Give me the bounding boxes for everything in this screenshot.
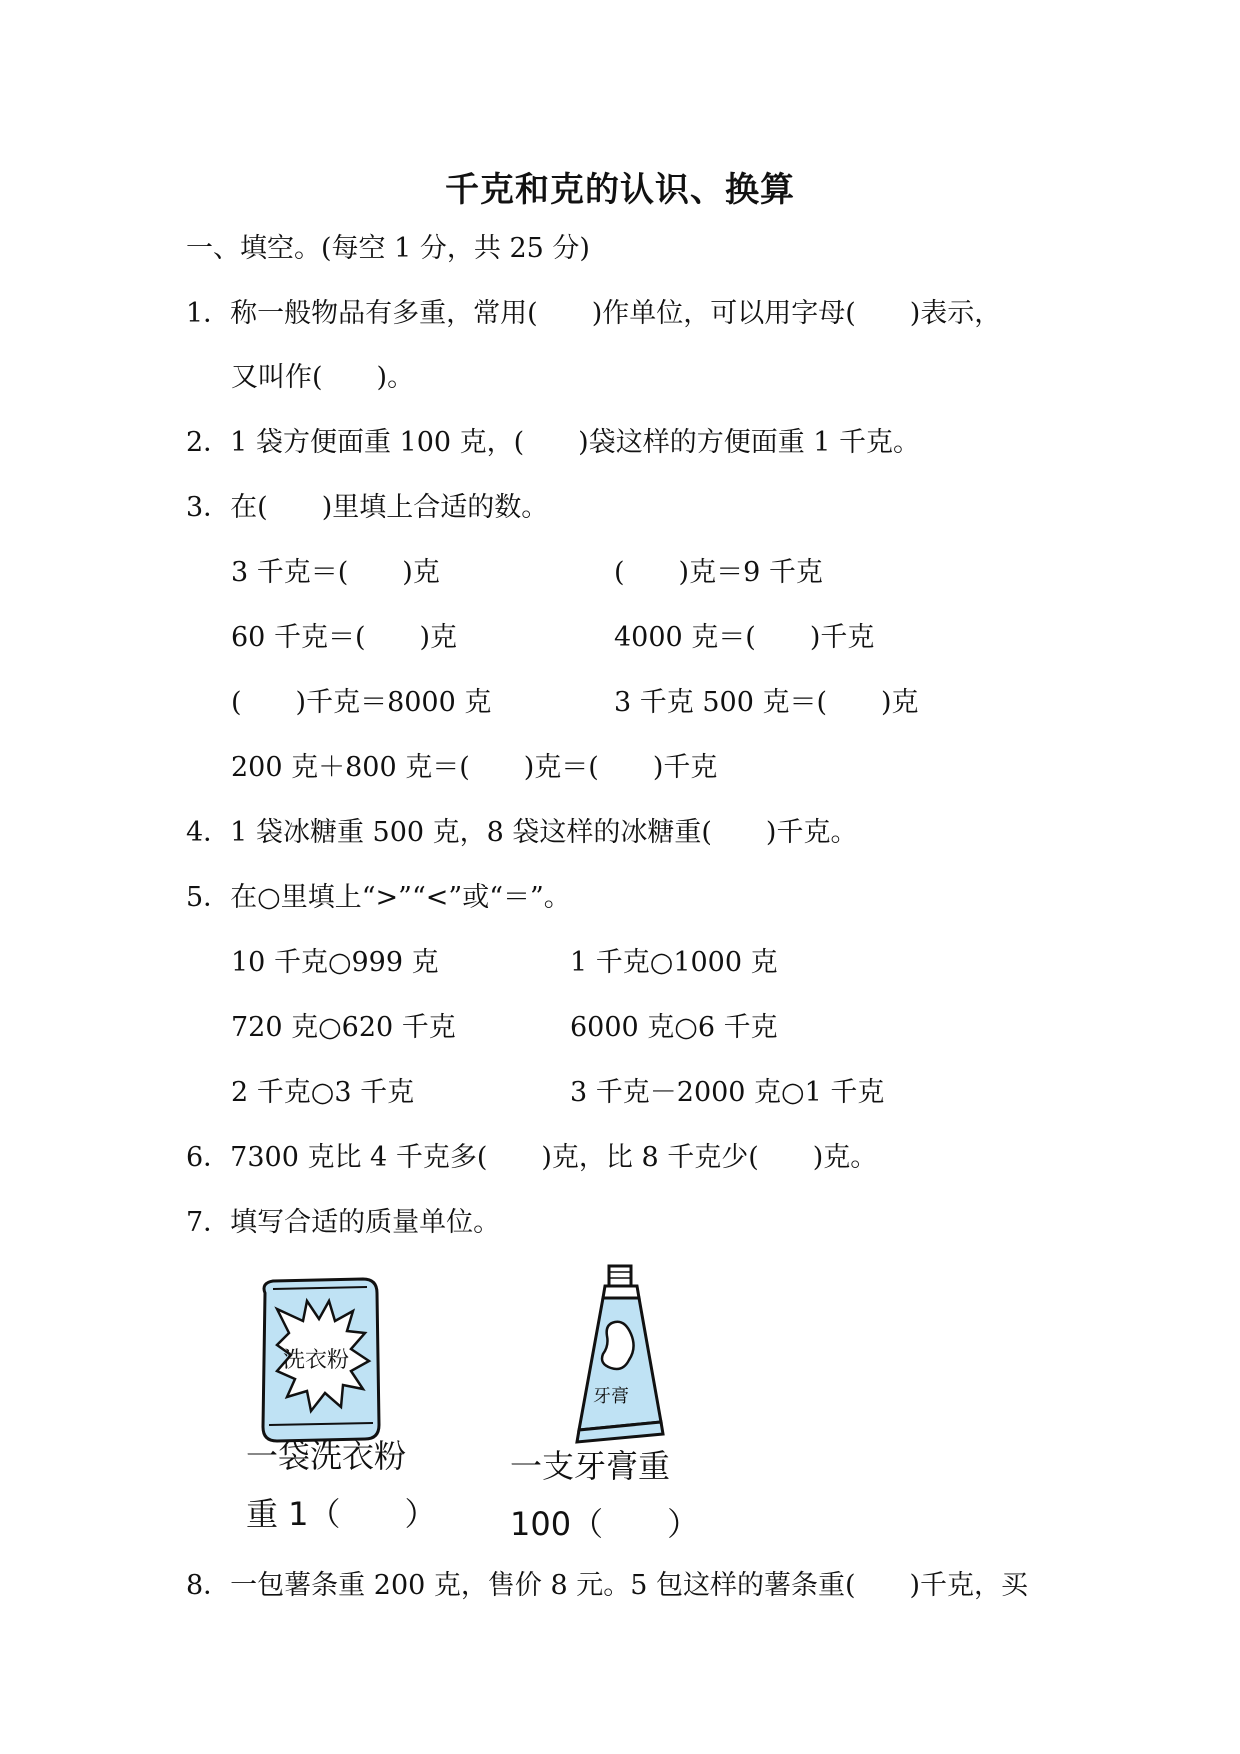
page-title: 千克和克的认识、换算	[445, 170, 795, 210]
detergent-bag-icon	[255, 1275, 385, 1445]
q3-row3-left: ( )千克＝8000 克	[231, 687, 492, 718]
question-1-line-2: 又叫作( )。	[231, 362, 415, 393]
q5-row1-left: 10 千克○999 克	[231, 947, 439, 978]
detergent-pack-text: 洗衣粉	[283, 1348, 350, 1373]
question-6: 6．7300 克比 4 千克多( )克，比 8 千克少( )克。	[186, 1142, 878, 1173]
toothpaste-tube-text: 牙膏	[593, 1386, 629, 1407]
q7-item2-label-2: 100（ ）	[510, 1505, 700, 1543]
q3-row4: 200 克＋800 克＝( )克＝( )千克	[231, 752, 718, 783]
q3-row2-right: 4000 克＝( )千克	[614, 622, 875, 653]
q5-row3-left: 2 千克○3 千克	[231, 1077, 415, 1108]
q7-item2-label-1: 一支牙膏重	[510, 1447, 671, 1485]
question-2: 2．1 袋方便面重 100 克，( )袋这样的方便面重 1 千克。	[186, 427, 921, 458]
q7-item1-label-2: 重 1（ ）	[246, 1495, 437, 1533]
q5-row2-right: 6000 克○6 千克	[570, 1012, 778, 1043]
q7-item1-label-1: 一袋洗衣粉	[246, 1437, 407, 1475]
question-3: 3．在( )里填上合适的数。	[186, 492, 549, 523]
question-1-line-1: 1．称一般物品有多重，常用( )作单位，可以用字母( )表示，	[186, 298, 1002, 329]
q5-row2-left: 720 克○620 千克	[231, 1012, 456, 1043]
q3-row1-right: ( )克＝9 千克	[614, 557, 823, 588]
q3-row1-left: 3 千克＝( )克	[231, 557, 440, 588]
question-5: 5．在○里填上“>”“<”或“＝”。	[186, 882, 571, 913]
q5-row3-right: 3 千克－2000 克○1 千克	[570, 1077, 885, 1108]
q3-row3-right: 3 千克 500 克＝( )克	[614, 687, 919, 718]
question-7: 7．填写合适的质量单位。	[186, 1207, 501, 1238]
question-4: 4．1 袋冰糖重 500 克，8 袋这样的冰糖重( )千克。	[186, 817, 858, 848]
toothpaste-icon	[565, 1262, 675, 1447]
q5-row1-right: 1 千克○1000 克	[570, 947, 778, 978]
q3-row2-left: 60 千克＝( )克	[231, 622, 458, 653]
question-8: 8．一包薯条重 200 克，售价 8 元。5 包这样的薯条重( )千克，买	[186, 1570, 1029, 1601]
section-heading: 一、填空。(每空 1 分，共 25 分)	[186, 233, 590, 264]
